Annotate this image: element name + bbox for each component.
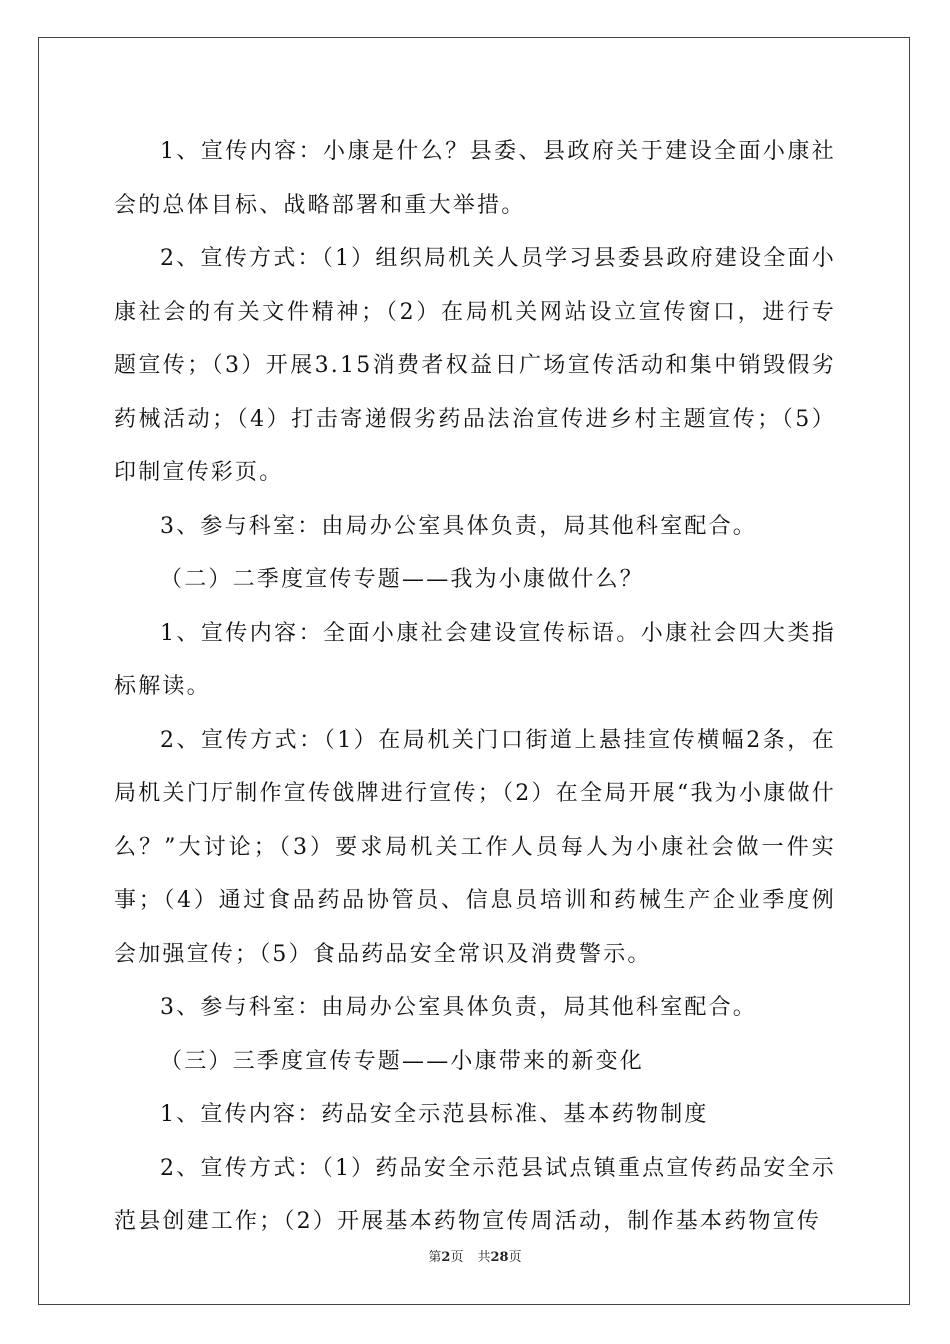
page-number: 2 [441, 1250, 451, 1265]
page-footer [0, 1246, 950, 1265]
document-body [114, 125, 836, 1249]
paragraph: 2、宣传方式：（1）在局机关门口街道上悬挂宣传横幅2条，在局机关门厅制作宣传戗牌进行宣传；（2）在全局开展“我为小康做什么？”大讨论；（3）要求局机关工作人员每人为小康社会做一件实事；（4）通过食品药品协管员、信息员培训和药械生产企业季度例会加强宣传；（5）食品药品安全常识及消费警示。 [114, 727, 836, 967]
page-prefix: 第 [428, 1250, 442, 1265]
section-heading: （二）二季度宣传专题——我为小康做什么？ [160, 567, 645, 592]
section-heading: （三）三季度宣传专题——小康带来的新变化 [160, 1048, 645, 1074]
paragraph: 1、宣传内容：小康是什么？县委、县政府关于建设全面小康社会的总体目标、战略部署和重大举措。 [114, 139, 836, 218]
paragraph: 1、宣传内容：药品安全示范县标准、基本药物制度 [160, 1102, 709, 1127]
paragraph: 1、宣传内容：全面小康社会建设宣传标语。小康社会四大类指标解读。 [114, 620, 836, 699]
total-prefix: 共 [477, 1250, 491, 1265]
page-suffix: 页 [450, 1250, 464, 1265]
total-pages: 28 [490, 1250, 509, 1265]
paragraph: 2、宣传方式：（1）药品安全示范县试点镇重点宣传药品安全示范县创建工作；（2）开展基本药物宣传周活动，制作基本药物宣传 [114, 1155, 836, 1234]
paragraph: 2、宣传方式：（1）组织局机关人员学习县委县政府建设全面小康社会的有关文件精神；（2）在局机关网站设立宣传窗口，进行专题宣传；（3）开展3.15消费者权益日广场宣传活动和集中销毁假劣药械活动；（4）打击寄递假劣药品法治宣传进乡村主题宣传；（5）印制宣传彩页。 [114, 246, 836, 485]
total-suffix: 页 [508, 1250, 522, 1265]
paragraph: 3、参与科室：由局办公室具体负责，局其他科室配合。 [160, 513, 757, 539]
paragraph: 3、参与科室：由局办公室具体负责，局其他科室配合。 [160, 995, 757, 1020]
